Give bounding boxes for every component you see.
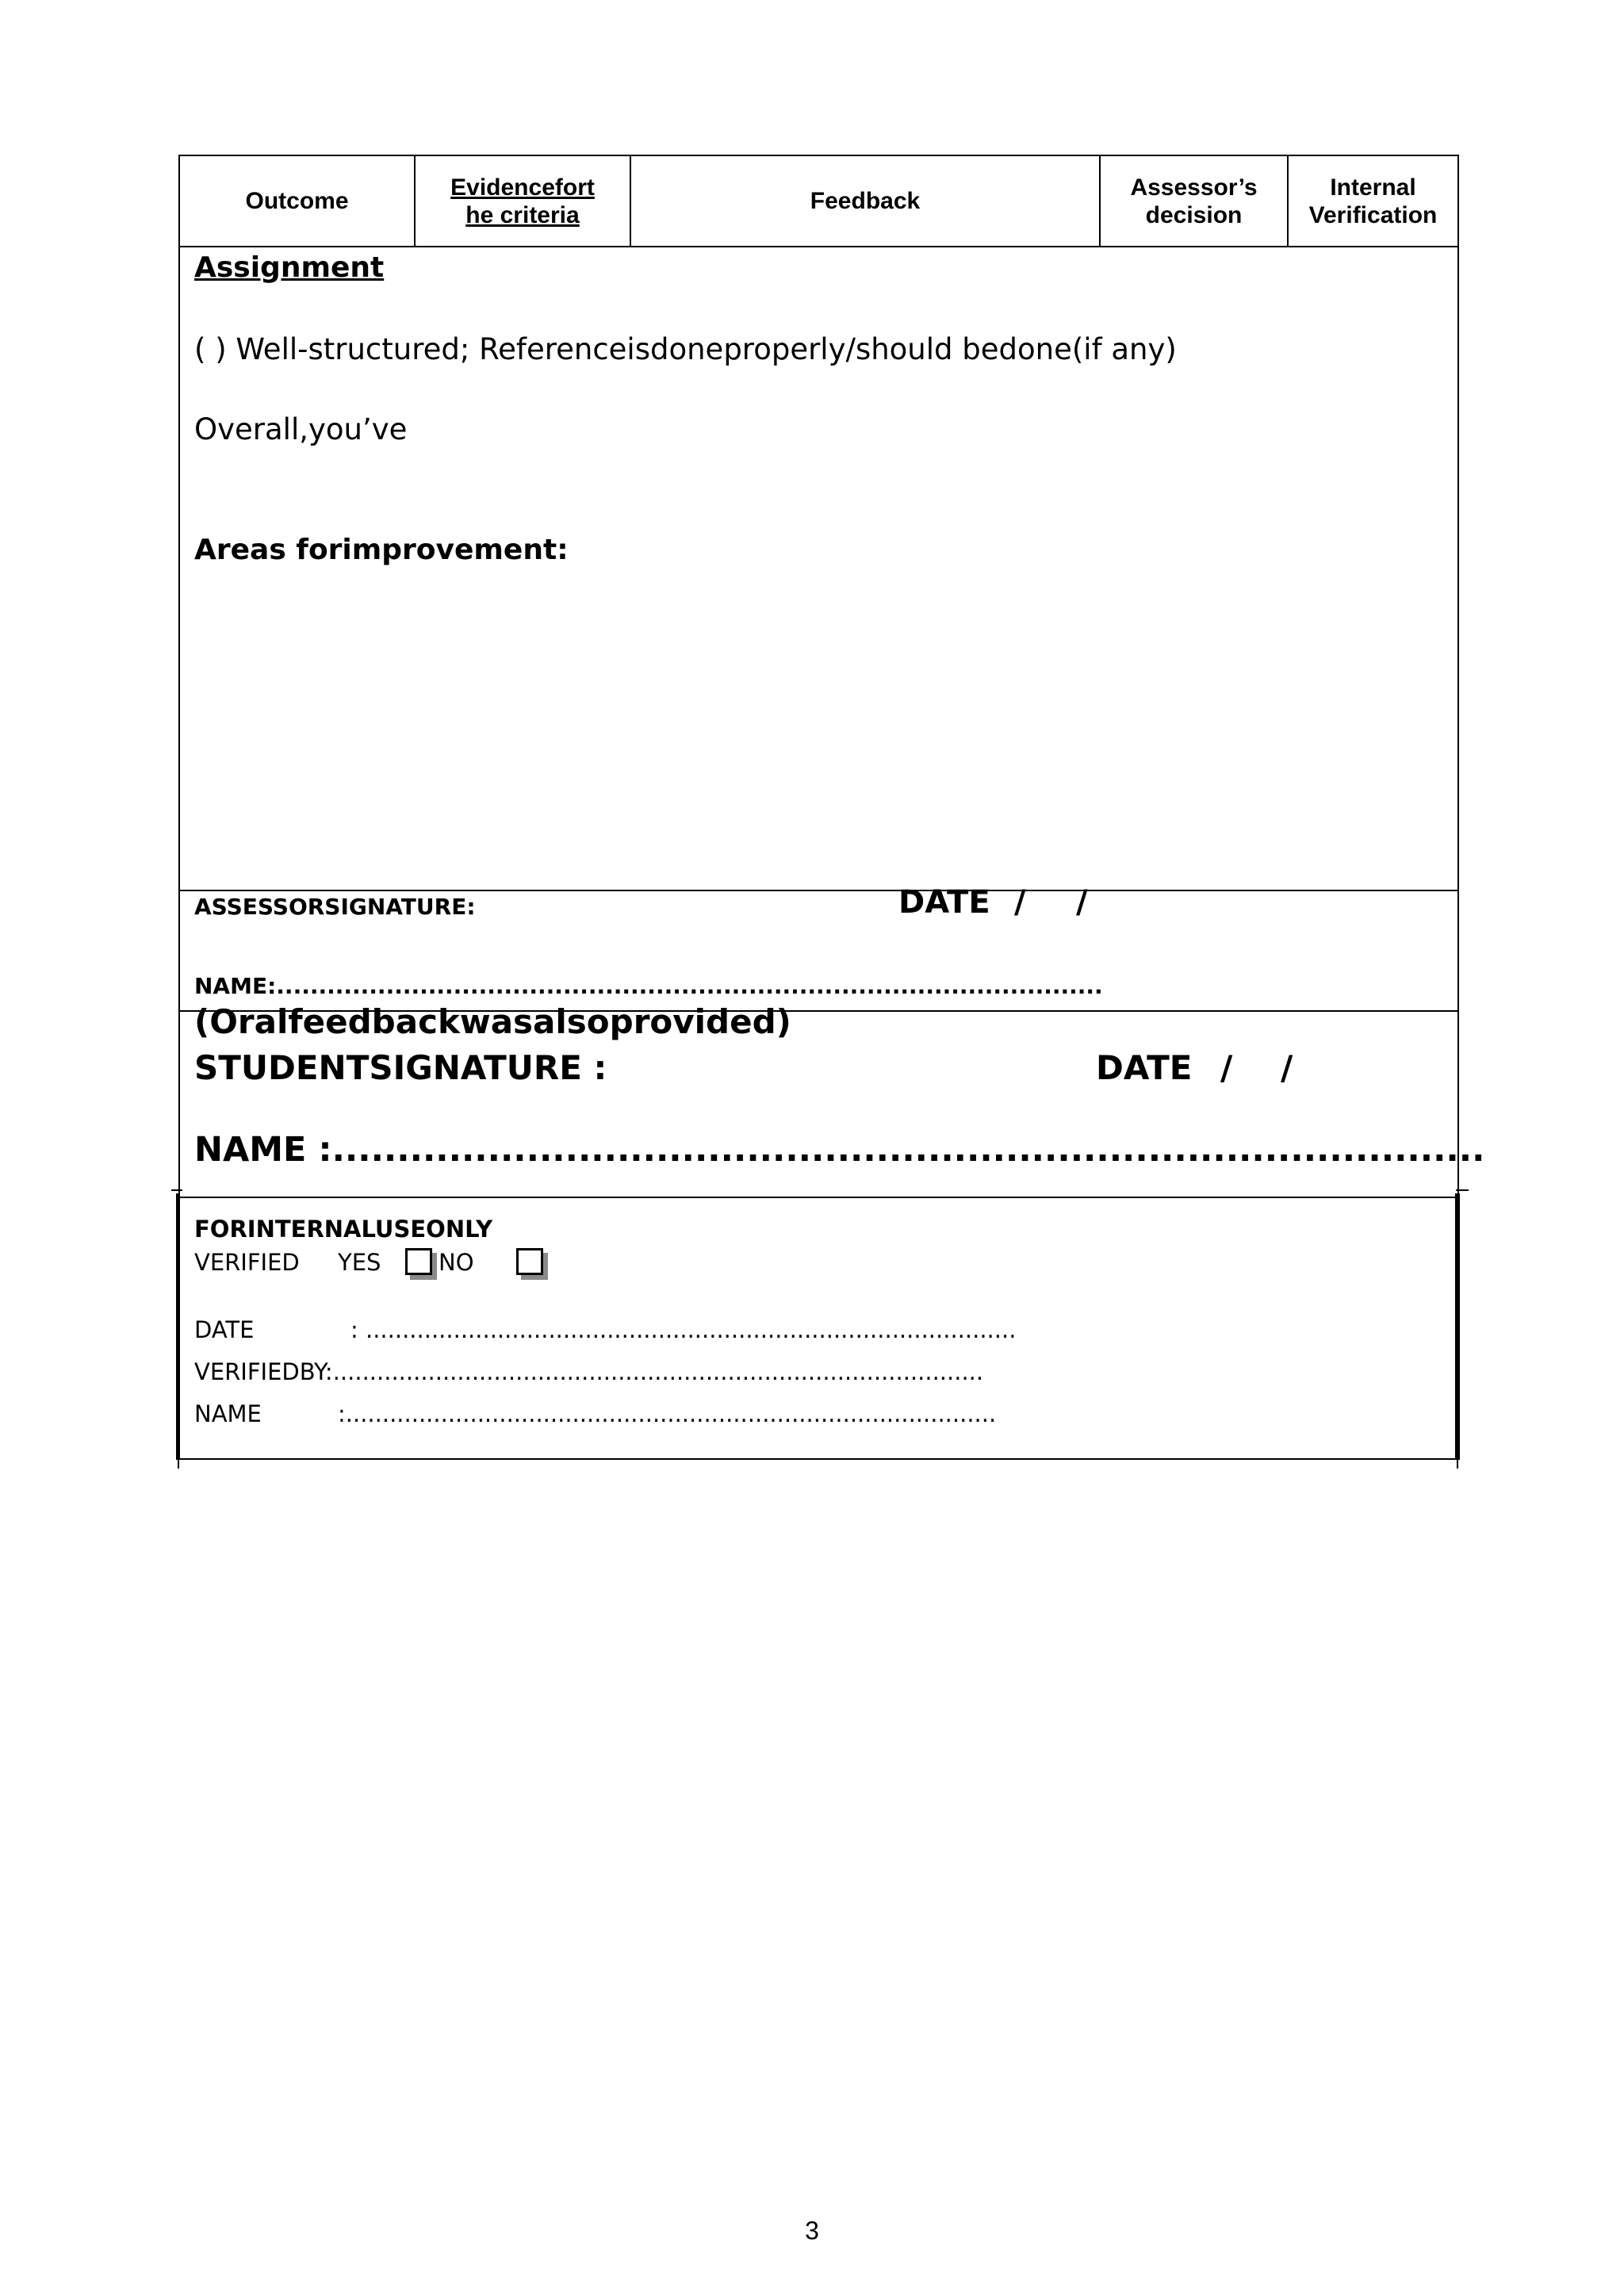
areas-for-improvement-heading: Areas forimprovement: (194, 534, 569, 566)
assessor-name-text: NAME:.................................................................................................. (194, 973, 1103, 999)
student-date-sep1: / (1220, 1048, 1233, 1087)
criteria-checklist-line: ( ) Well-structured; Referenceisdoneproperly/should bedone(if any) (194, 332, 1177, 366)
assessor-signature-label: ASSESSORSIGNATURE: (194, 894, 476, 920)
evidence-header-line1: Evidencefort (450, 174, 595, 201)
iv-header-line1: Internal (1330, 174, 1416, 201)
divider-internal (180, 1197, 1457, 1198)
corner-tick (178, 1457, 179, 1469)
student-date-sep2: / (1281, 1048, 1293, 1087)
verified-no-label: NO (439, 1249, 474, 1276)
internal-use-heading: FORINTERNALUSEONLY (194, 1216, 493, 1243)
student-date-label: DATE (1096, 1048, 1193, 1087)
assessor-name-line (194, 973, 1103, 999)
internal-name-line: :......................................................................................... (338, 1400, 997, 1427)
verified-label: VERIFIED (194, 1249, 300, 1276)
verified-no-checkbox[interactable] (516, 1248, 543, 1275)
corner-tick (1456, 1189, 1469, 1191)
feedback-header-label: Feedback (810, 188, 921, 214)
assignment-heading: Assignment (194, 251, 385, 284)
internal-name-label: NAME (194, 1400, 262, 1427)
divider-assessor (180, 890, 1457, 891)
assessor-date-sep1: / (1014, 884, 1026, 921)
iv-header-line2: Verification (1308, 201, 1438, 228)
internal-date-label: DATE (194, 1316, 255, 1343)
internal-verification-header (1287, 156, 1457, 246)
table-header-row (180, 156, 1457, 247)
assessor-date-label: DATE (898, 884, 990, 921)
assessor-header-line2: decision (1145, 201, 1243, 228)
verified-yes-label: YES (338, 1249, 381, 1276)
page-number: 3 (805, 2216, 819, 2245)
assessment-feedback-form (178, 155, 1485, 1460)
outcome-header-label: Outcome (245, 188, 349, 214)
internal-date-line: : ......................................................................................... (350, 1316, 1017, 1343)
internal-box-left-border (176, 1193, 179, 1460)
assessor-decision-header (1099, 156, 1287, 246)
internal-box-right-border (1455, 1193, 1460, 1460)
oral-feedback-note: (Oralfeedbackwasalsoprovided) (194, 1002, 791, 1041)
overall-comment: Overall,you’ve (194, 412, 408, 446)
outcome-header (180, 156, 414, 246)
evidence-header-line2: he criteria (465, 201, 580, 228)
assessor-date-sep2: / (1076, 884, 1088, 921)
assessor-header-line1: Assessor’s (1130, 174, 1258, 201)
evidence-header (414, 156, 630, 246)
corner-tick (1457, 1457, 1458, 1469)
feedback-header (630, 156, 1099, 246)
corner-tick (171, 1189, 182, 1191)
student-name-line: NAME :......................................................................................... (194, 1130, 1485, 1170)
student-signature-label: STUDENTSIGNATURE : (194, 1048, 607, 1087)
verified-yes-checkbox[interactable] (405, 1248, 432, 1275)
verified-by-line: VERIFIEDBY:......................................................................................... (194, 1358, 984, 1385)
